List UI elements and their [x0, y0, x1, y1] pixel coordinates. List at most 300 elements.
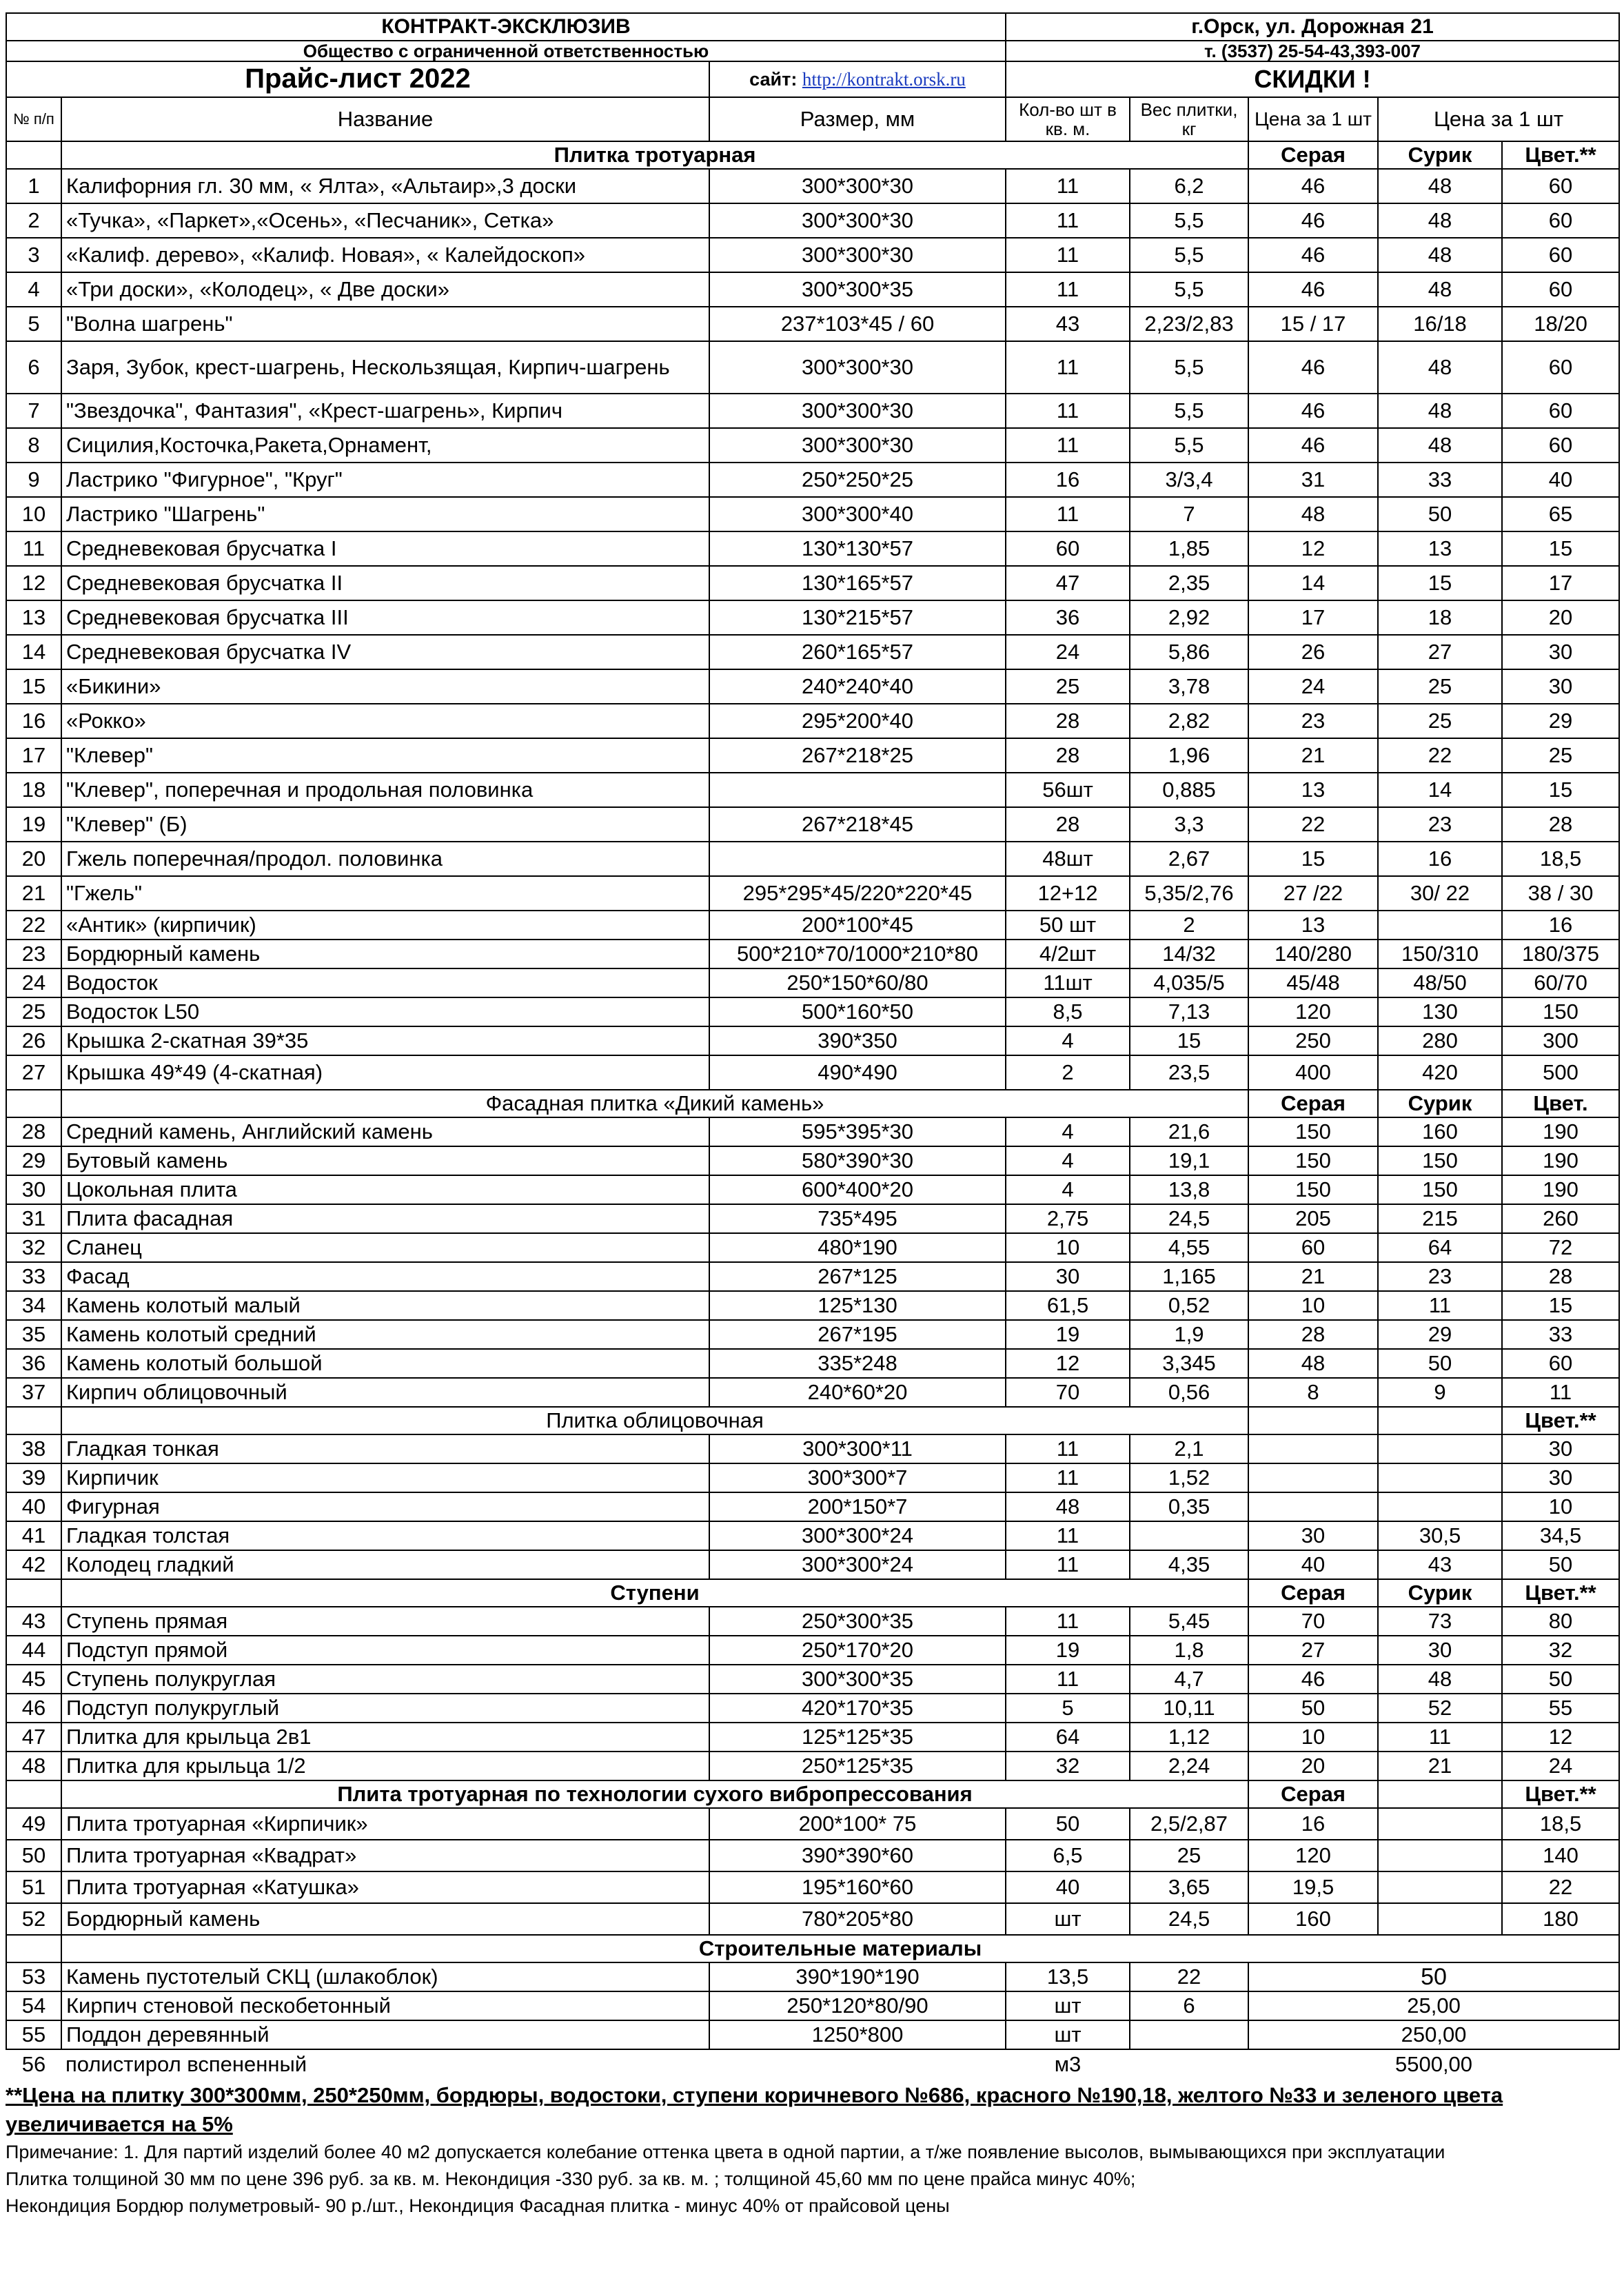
row-number: 15: [6, 669, 61, 704]
price-grey: 27: [1248, 1636, 1378, 1665]
price-color: 60: [1502, 203, 1619, 238]
item-size: 295*295*45/220*220*45: [709, 876, 1006, 911]
table-row: [6, 1550, 1619, 1579]
item-weight: 5,86: [1130, 635, 1248, 669]
table-row: [6, 169, 1619, 203]
row-number: 35: [6, 1320, 61, 1349]
section-num-cell: [6, 1090, 61, 1117]
price-grey: 24: [1248, 669, 1378, 704]
item-price: 25,00: [1248, 1991, 1619, 2020]
price-grey: 48: [1248, 497, 1378, 531]
price-color: 40: [1502, 463, 1619, 497]
item-qty: 5: [1006, 1694, 1130, 1723]
price-surik: [1378, 1463, 1502, 1492]
section-num-cell: [6, 141, 61, 169]
price-grey: 46: [1248, 428, 1378, 463]
item-name: Ластрико "Шагрень": [61, 497, 709, 531]
item-size: 130*165*57: [709, 566, 1006, 600]
price-surik: 30,5: [1378, 1521, 1502, 1550]
item-size: 250*120*80/90: [709, 1991, 1006, 2020]
item-size: 267*195: [709, 1320, 1006, 1349]
item-name: Водосток: [61, 968, 709, 997]
item-name: Средневековая брусчатка II: [61, 566, 709, 600]
price-color: 18,5: [1502, 842, 1619, 876]
price-grey: [1248, 1434, 1378, 1463]
table-row: [6, 669, 1619, 704]
row-number: 16: [6, 704, 61, 738]
discounts-banner: СКИДКИ !: [1006, 61, 1619, 97]
item-size: 125*125*35: [709, 1723, 1006, 1752]
item-weight: 2,67: [1130, 842, 1248, 876]
item-qty: 6,5: [1006, 1840, 1130, 1871]
row-number: 33: [6, 1262, 61, 1291]
table-row: [6, 1233, 1619, 1262]
item-weight: 0,56: [1130, 1378, 1248, 1407]
item-name: «Три доски», «Колодец», « Две доски»: [61, 272, 709, 307]
price-surik: 150/310: [1378, 940, 1502, 968]
item-qty: 4/2шт: [1006, 940, 1130, 968]
item-size: 390*190*190: [709, 1962, 1006, 1991]
item-name: Плита тротуарная «Катушка»: [61, 1871, 709, 1903]
row-number: 47: [6, 1723, 61, 1752]
price-grey: 160: [1248, 1903, 1378, 1935]
item-weight: 7: [1130, 497, 1248, 531]
item-qty: 36: [1006, 600, 1130, 635]
item-qty: 11: [1006, 428, 1130, 463]
item-qty: 13,5: [1006, 1962, 1130, 1991]
price-surik: 48/50: [1378, 968, 1502, 997]
row-number: 11: [6, 531, 61, 566]
row-number: 8: [6, 428, 61, 463]
table-row: [6, 1521, 1619, 1550]
price-grey: 60: [1248, 1233, 1378, 1262]
price-grey: 21: [1248, 738, 1378, 773]
item-name: Камень колотый малый: [61, 1291, 709, 1320]
item-weight: 0,885: [1130, 773, 1248, 807]
item-weight: 5,45: [1130, 1607, 1248, 1636]
company-legal-form: Общество с ограниченной ответственностью: [6, 41, 1006, 61]
price-grey: 46: [1248, 341, 1378, 394]
price-surik: 48: [1378, 272, 1502, 307]
price-surik: 150: [1378, 1146, 1502, 1175]
price-surik: 15: [1378, 566, 1502, 600]
item-name: Кирпичик: [61, 1463, 709, 1492]
price-color: 190: [1502, 1146, 1619, 1175]
price-grey: 46: [1248, 203, 1378, 238]
company-phone: т. (3537) 25-54-43,393-007: [1006, 41, 1619, 61]
row-number: 51: [6, 1871, 61, 1903]
price-surik: [1378, 1808, 1502, 1840]
item-size: 335*248: [709, 1349, 1006, 1378]
row-number: 9: [6, 463, 61, 497]
item-weight: 2,82: [1130, 704, 1248, 738]
price-color: 60: [1502, 341, 1619, 394]
item-qty: 11: [1006, 1463, 1130, 1492]
row-number: 21: [6, 876, 61, 911]
item-size: 420*170*35: [709, 1694, 1006, 1723]
item-size: 300*300*30: [709, 238, 1006, 272]
item-name: Заря, Зубок, крест-шагрень, Нескользящая, Кирпич-шагрень: [61, 341, 709, 394]
price-color: 300: [1502, 1026, 1619, 1055]
price-color: 33: [1502, 1320, 1619, 1349]
item-weight: 2,24: [1130, 1752, 1248, 1780]
row-number: 7: [6, 394, 61, 428]
table-row: [6, 1291, 1619, 1320]
item-name: Ластрико "Фигурное", "Круг": [61, 463, 709, 497]
price-grey: 27 /22: [1248, 876, 1378, 911]
price-surik: 64: [1378, 1233, 1502, 1262]
item-name: Водосток L50: [61, 997, 709, 1026]
price-color: 18,5: [1502, 1808, 1619, 1840]
price-grey: 46: [1248, 238, 1378, 272]
item-name: Плитка для крыльца 1/2: [61, 1752, 709, 1780]
price-header: Серая: [1248, 141, 1378, 169]
item-name: «Тучка», «Паркет»,«Осень», «Песчаник», Сетка»: [61, 203, 709, 238]
item-size: 267*218*25: [709, 738, 1006, 773]
item-name: "Звездочка", Фантазия", «Крест-шагрень», Кирпич: [61, 394, 709, 428]
price-grey: 20: [1248, 1752, 1378, 1780]
price-surik: 29: [1378, 1320, 1502, 1349]
item-qty: м3: [1054, 2051, 1082, 2076]
price-grey: 46: [1248, 1665, 1378, 1694]
col-qty: Кол-во шт в кв. м.: [1006, 97, 1130, 141]
item-size: [709, 773, 1006, 807]
item-size: 390*350: [709, 1026, 1006, 1055]
price-grey: 13: [1248, 911, 1378, 940]
item-name: Цокольная плита: [61, 1175, 709, 1204]
row-number: 10: [6, 497, 61, 531]
row-number: 13: [6, 600, 61, 635]
row-number: 20: [6, 842, 61, 876]
row-number: 38: [6, 1434, 61, 1463]
item-name: Кирпич стеновой пескобетонный: [61, 1991, 709, 2020]
item-weight: 14/32: [1130, 940, 1248, 968]
item-name: Калифорния гл. 30 мм, « Ялта», «Альтаир»,3 доски: [61, 169, 709, 203]
item-qty: шт: [1006, 1991, 1130, 2020]
row-number: 48: [6, 1752, 61, 1780]
item-qty: 47: [1006, 566, 1130, 600]
table-row: [6, 1752, 1619, 1780]
note-3: Некондиция Бордюр полуметровый- 90 р./шт., Некондиция Фасадная плитка - минус 40% от прайсовой цены: [6, 2195, 950, 2216]
site-cell: [709, 61, 1006, 97]
table-row: [6, 773, 1619, 807]
price-color: 190: [1502, 1117, 1619, 1146]
price-color: 60: [1502, 238, 1619, 272]
item-weight: 6,2: [1130, 169, 1248, 203]
item-weight: [1130, 1521, 1248, 1550]
item-size: 300*300*35: [709, 1665, 1006, 1694]
item-name: Камень колотый большой: [61, 1349, 709, 1378]
item-qty: 11: [1006, 169, 1130, 203]
item-qty: 12: [1006, 1349, 1130, 1378]
item-weight: 0,35: [1130, 1492, 1248, 1521]
table-row: [6, 842, 1619, 876]
item-weight: 2,5/2,87: [1130, 1808, 1248, 1840]
price-color: 17: [1502, 566, 1619, 600]
item-weight: [1130, 2049, 1248, 2078]
row-number: 19: [6, 807, 61, 842]
item-weight: 3,3: [1130, 807, 1248, 842]
item-name: "Клевер" (Б): [61, 807, 709, 842]
item-weight: 5,5: [1130, 394, 1248, 428]
section-header-row: [6, 1935, 1619, 1962]
price-surik: 52: [1378, 1694, 1502, 1723]
price-color: 150: [1502, 997, 1619, 1026]
price-grey: 15: [1248, 842, 1378, 876]
item-qty: 8,5: [1006, 997, 1130, 1026]
table-row: [6, 1492, 1619, 1521]
item-weight: 3,65: [1130, 1871, 1248, 1903]
item-qty: 11: [1006, 1607, 1130, 1636]
item-name: Средний камень, Английский камень: [61, 1117, 709, 1146]
table-row: [6, 1378, 1619, 1407]
price-color: 25: [1502, 738, 1619, 773]
row-number: 55: [6, 2020, 61, 2049]
price-grey: 19,5: [1248, 1871, 1378, 1903]
item-qty: 16: [1006, 463, 1130, 497]
item-weight: 5,5: [1130, 203, 1248, 238]
price-grey: 30: [1248, 1521, 1378, 1550]
item-weight: 1,12: [1130, 1723, 1248, 1752]
price-grey: 120: [1248, 997, 1378, 1026]
item-weight: 24,5: [1130, 1903, 1248, 1935]
item-qty: 64: [1006, 1723, 1130, 1752]
price-surik: 130: [1378, 997, 1502, 1026]
price-color: 11: [1502, 1378, 1619, 1407]
price-color: 28: [1502, 1262, 1619, 1291]
item-weight: 3/3,4: [1130, 463, 1248, 497]
price-surik: 48: [1378, 203, 1502, 238]
item-qty: 48: [1006, 1492, 1130, 1521]
row-number: 30: [6, 1175, 61, 1204]
item-weight: [1130, 2020, 1248, 2049]
table-row: [6, 1463, 1619, 1492]
table-row: [6, 2020, 1619, 2049]
item-qty: 11: [1006, 238, 1130, 272]
price-color: 60: [1502, 428, 1619, 463]
item-weight: 4,7: [1130, 1665, 1248, 1694]
item-name: Сланец: [61, 1233, 709, 1262]
company-address: г.Орск, ул. Дорожная 21: [1006, 13, 1619, 41]
item-name: Плита тротуарная «Кирпичик»: [61, 1808, 709, 1840]
site-link[interactable]: http://kontrakt.orsk.ru: [802, 68, 966, 90]
table-row: [6, 1840, 1619, 1871]
row-number: 37: [6, 1378, 61, 1407]
price-grey: 70: [1248, 1607, 1378, 1636]
item-size: 250*300*35: [709, 1607, 1006, 1636]
row-number: 50: [6, 1840, 61, 1871]
price-header: Сурик: [1378, 1090, 1502, 1117]
price-surik: 33: [1378, 463, 1502, 497]
table-row: [6, 968, 1619, 997]
price-color: 22: [1502, 1871, 1619, 1903]
price-surik: 23: [1378, 807, 1502, 842]
table-row: [6, 394, 1619, 428]
col-num: № п/п: [6, 97, 61, 141]
price-grey: [1248, 1463, 1378, 1492]
item-name: Средневековая брусчатка IV: [61, 635, 709, 669]
price-color: 28: [1502, 807, 1619, 842]
price-surik: 9: [1378, 1378, 1502, 1407]
item-size: 1250*800: [709, 2020, 1006, 2049]
item-size: 200*100* 75: [709, 1808, 1006, 1840]
price-header: Цвет.: [1502, 1090, 1619, 1117]
item-size: 580*390*30: [709, 1146, 1006, 1175]
item-name: Камень пустотелый СКЦ (шлакоблок): [61, 1962, 709, 1991]
item-qty: 40: [1006, 1871, 1130, 1903]
price-color: 24: [1502, 1752, 1619, 1780]
price-header: Серая: [1248, 1780, 1378, 1808]
section-title: Плита тротуарная по технологии сухого вибропрессования: [61, 1780, 1248, 1808]
item-weight: 1,9: [1130, 1320, 1248, 1349]
section-header-row: [6, 1780, 1619, 1808]
price-grey: 46: [1248, 169, 1378, 203]
item-price: 250,00: [1248, 2020, 1619, 2049]
row-number: 29: [6, 1146, 61, 1175]
item-weight: 4,55: [1130, 1233, 1248, 1262]
table-row: [6, 1320, 1619, 1349]
table-row: [6, 1204, 1619, 1233]
table-row: [6, 1262, 1619, 1291]
row-number: 27: [6, 1055, 61, 1090]
section-num-cell: [6, 1935, 61, 1962]
table-row: [6, 1055, 1619, 1090]
col-name: Название: [61, 97, 709, 141]
price-surik: [1378, 1840, 1502, 1871]
item-size: 300*300*30: [709, 169, 1006, 203]
price-color: 60: [1502, 169, 1619, 203]
table-row: [6, 940, 1619, 968]
site-label: сайт:: [749, 68, 798, 90]
item-size: 300*300*11: [709, 1434, 1006, 1463]
item-name: «Бикини»: [61, 669, 709, 704]
item-weight: 10,11: [1130, 1694, 1248, 1723]
table-row: [6, 1175, 1619, 1204]
price-grey: 12: [1248, 531, 1378, 566]
price-color: 34,5: [1502, 1521, 1619, 1550]
item-weight: 25: [1130, 1840, 1248, 1871]
row-number: 31: [6, 1204, 61, 1233]
item-qty: 25: [1006, 669, 1130, 704]
item-weight: 1,85: [1130, 531, 1248, 566]
price-surik: 150: [1378, 1175, 1502, 1204]
item-qty: 11: [1006, 1665, 1130, 1694]
item-weight: 22: [1130, 1962, 1248, 1991]
price-grey: 16: [1248, 1808, 1378, 1840]
item-qty: 11: [1006, 1550, 1130, 1579]
price-header: [1378, 1407, 1502, 1434]
item-name: Подступ прямой: [61, 1636, 709, 1665]
row-number: 44: [6, 1636, 61, 1665]
table-row: [6, 1903, 1619, 1935]
item-size: 300*300*7: [709, 1463, 1006, 1492]
row-number: 18: [6, 773, 61, 807]
price-color: 29: [1502, 704, 1619, 738]
note-1: Примечание: 1. Для партий изделий более 40 м2 допускается колебание оттенка цвета в одной партии, а т/же появление высолов, вымывающихся при эксплуатации: [6, 2141, 1445, 2162]
item-name: Подступ полукруглый: [61, 1694, 709, 1723]
item-qty: 50: [1006, 1808, 1130, 1840]
item-name: Средневековая брусчатка III: [61, 600, 709, 635]
item-qty: 11: [1006, 394, 1130, 428]
price-surik: [1378, 1871, 1502, 1903]
price-grey: 50: [1248, 1694, 1378, 1723]
item-weight: 5,5: [1130, 238, 1248, 272]
row-number: 1: [6, 169, 61, 203]
section-title: Плитка облицовочная: [61, 1407, 1248, 1434]
item-size: [709, 842, 1006, 876]
price-color: 140: [1502, 1840, 1619, 1871]
item-size: 500*210*70/1000*210*80: [709, 940, 1006, 968]
item-qty: 28: [1006, 738, 1130, 773]
item-name: Бордюрный камень: [61, 1903, 709, 1935]
table-row: [6, 1723, 1619, 1752]
section-title: Ступени: [61, 1579, 1248, 1607]
price-header: Сурик: [1378, 141, 1502, 169]
item-qty: 4: [1006, 1026, 1130, 1055]
price-grey: 22: [1248, 807, 1378, 842]
item-size: 240*60*20: [709, 1378, 1006, 1407]
item-weight: 2,35: [1130, 566, 1248, 600]
item-qty: 11: [1006, 1521, 1130, 1550]
item-name: "Клевер", поперечная и продольная половинка: [61, 773, 709, 807]
item-size: 130*215*57: [709, 600, 1006, 635]
item-name: "Клевер": [61, 738, 709, 773]
price-surik: 48: [1378, 394, 1502, 428]
table-row: [6, 2049, 1619, 2078]
item-size: 300*300*35: [709, 272, 1006, 307]
item-weight: 15: [1130, 1026, 1248, 1055]
item-size: 490*490: [709, 1055, 1006, 1090]
row-number: 12: [6, 566, 61, 600]
item-qty: шт: [1006, 2020, 1130, 2049]
item-name: Гладкая тонкая: [61, 1434, 709, 1463]
item-price: 50: [1248, 1962, 1619, 1991]
item-qty: 10: [1006, 1233, 1130, 1262]
item-weight: 19,1: [1130, 1146, 1248, 1175]
price-surik: 16: [1378, 842, 1502, 876]
item-size: 735*495: [709, 1204, 1006, 1233]
item-name: Ступень полукруглая: [61, 1665, 709, 1694]
price-header: Сурик: [1378, 1579, 1502, 1607]
row-number: 46: [6, 1694, 61, 1723]
item-qty: 2,75: [1006, 1204, 1130, 1233]
item-size: 500*160*50: [709, 997, 1006, 1026]
table-row: [6, 463, 1619, 497]
item-qty: 61,5: [1006, 1291, 1130, 1320]
price-surik: 48: [1378, 1665, 1502, 1694]
price-surik: 21: [1378, 1752, 1502, 1780]
item-size: 595*395*30: [709, 1117, 1006, 1146]
price-color: 180/375: [1502, 940, 1619, 968]
item-weight: 13,8: [1130, 1175, 1248, 1204]
price-grey: 10: [1248, 1291, 1378, 1320]
item-name: «Антик» (кирпичик): [61, 911, 709, 940]
price-surik: 280: [1378, 1026, 1502, 1055]
row-number: 22: [6, 911, 61, 940]
row-number: 25: [6, 997, 61, 1026]
table-row: [6, 876, 1619, 911]
item-qty: 11: [1006, 341, 1130, 394]
item-name: Камень колотый средний: [61, 1320, 709, 1349]
row-number: 3: [6, 238, 61, 272]
col-size: Размер, мм: [709, 97, 1006, 141]
price-surik: 48: [1378, 238, 1502, 272]
item-name: Средневековая брусчатка I: [61, 531, 709, 566]
price-grey: 28: [1248, 1320, 1378, 1349]
item-weight: 3,78: [1130, 669, 1248, 704]
item-size: [709, 2049, 1006, 2078]
price-grey: 400: [1248, 1055, 1378, 1090]
